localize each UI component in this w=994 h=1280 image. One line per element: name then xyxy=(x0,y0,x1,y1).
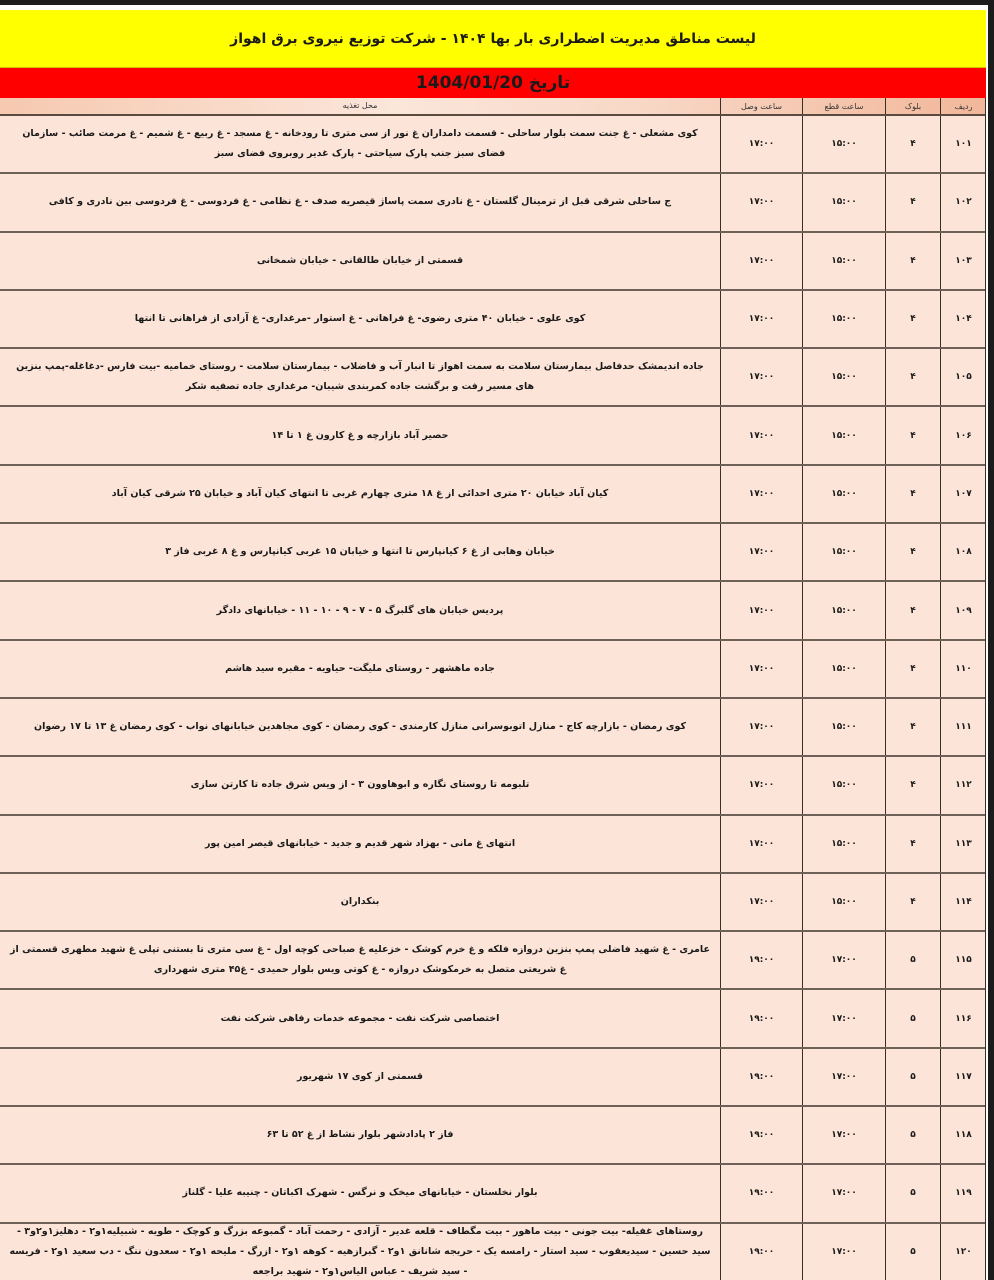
row-id: ۱۰۲ xyxy=(940,174,986,230)
row-block: ۴ xyxy=(885,699,940,755)
row-connect-time: ۱۹:۰۰ xyxy=(720,1049,802,1105)
table-row xyxy=(0,233,986,291)
row-location: جاده اندیمشک حدفاصل بیمارستان سلامت به سمت اهواز تا انبار آب و فاضلاب - بیمارستان سلامت - روستای خمامیه -بیت فارس -دغاغله-پمپ بنزین های مسیر رفت و برگشت جاده کمربندی شیبان- مرغداری جاده تصفیه شکر xyxy=(16,361,704,393)
row-connect-time: ۱۹:۰۰ xyxy=(720,1224,802,1280)
header-connect-time: ساعت وصل xyxy=(720,98,802,114)
row-block: ۵ xyxy=(885,990,940,1046)
row-id: ۱۱۳ xyxy=(940,816,986,872)
row-connect-time: ۱۹:۰۰ xyxy=(720,990,802,1046)
row-connect-time: ۱۷:۰۰ xyxy=(720,466,802,522)
row-id: ۱۱۷ xyxy=(940,1049,986,1105)
row-connect-time: ۱۷:۰۰ xyxy=(720,407,802,463)
header-location: محل تغذیه xyxy=(342,101,378,110)
row-location: انتهای غ مانی - بهزاد شهر قدیم و جدید - خیابانهای قیصر امین پور xyxy=(204,837,516,849)
row-cut-time: ۱۷:۰۰ xyxy=(802,1107,885,1163)
row-connect-time: ۱۷:۰۰ xyxy=(720,874,802,930)
table-row xyxy=(0,932,986,990)
row-location: عامری - غ شهید فاضلی پمپ بنزین دروازه فلکه و غ خرم کوشک - خزعلیه غ صباحی کوچه اول - غ سی متری تا بستنی تپلی غ شهید مطهری قسمتی از غ شریعتی متصل به خرمکوشک دروازه - غ کوتی ویس بلوار حمیدی - غ۴۵ متری شهرداری xyxy=(10,944,710,976)
row-id: ۱۱۴ xyxy=(940,874,986,930)
row-location: ج ساحلی شرقی قبل از ترمینال گلستان - غ نادری سمت پاساژ قیصریه صدف - غ نظامی - غ فردوسی - غ فردوسی بین نادری و کافی xyxy=(48,196,672,208)
table-row xyxy=(0,699,986,757)
row-location: تلبومه تا روستای نگاره و ابوهاوون ۳ - از ویس شرق جاده تا کارتن سازی xyxy=(190,779,530,791)
row-block: ۴ xyxy=(885,233,940,289)
row-cut-time: ۱۵:۰۰ xyxy=(802,349,885,405)
row-block: ۴ xyxy=(885,174,940,230)
row-location: اختصاصی شرکت نفت - مجموعه خدمات رفاهی شرکت نفت xyxy=(220,1012,500,1024)
row-id: ۱۰۳ xyxy=(940,233,986,289)
row-location: بلوار نخلستان - خیابانهای میخک و نرگس - شهرک اکباتان - چنیبه علیا - گلناز xyxy=(182,1187,538,1199)
row-location: جاده ماهشهر - روستای ملیگت- حیاویه - مقبره سید هاشم xyxy=(225,662,495,674)
row-connect-time: ۱۷:۰۰ xyxy=(720,349,802,405)
row-block: ۵ xyxy=(885,1049,940,1105)
row-cut-time: ۱۵:۰۰ xyxy=(802,874,885,930)
row-id: ۱۰۸ xyxy=(940,524,986,580)
row-block: ۴ xyxy=(885,816,940,872)
row-block: ۴ xyxy=(885,874,940,930)
row-block: ۴ xyxy=(885,757,940,813)
row-connect-time: ۱۷:۰۰ xyxy=(720,699,802,755)
row-block: ۵ xyxy=(885,1165,940,1221)
table-row xyxy=(0,524,986,582)
row-cut-time: ۱۵:۰۰ xyxy=(802,466,885,522)
table-row xyxy=(0,407,986,465)
row-block: ۴ xyxy=(885,524,940,580)
row-connect-time: ۱۷:۰۰ xyxy=(720,174,802,230)
table-row xyxy=(0,1049,986,1107)
table-row xyxy=(0,291,986,349)
row-connect-time: ۱۷:۰۰ xyxy=(720,757,802,813)
row-block: ۵ xyxy=(885,1224,940,1280)
table-row xyxy=(0,1165,986,1223)
row-location: کیان آباد خیابان ۲۰ متری احدائی از غ ۱۸ متری چهارم غربی تا انتهای کیان آباد و خیابان ۲۵ شرقی کیان آباد xyxy=(111,487,609,499)
row-location: پردیس خیابان های گلبرگ ۵ - ۷ - ۹ - ۱۰ - ۱۱ - خیابانهای دادگر xyxy=(216,604,504,616)
table-row xyxy=(0,174,986,232)
row-location: قسمتی از کوی ۱۷ شهریور xyxy=(296,1070,424,1082)
row-connect-time: ۱۷:۰۰ xyxy=(720,582,802,638)
row-cut-time: ۱۷:۰۰ xyxy=(802,932,885,988)
row-connect-time: ۱۷:۰۰ xyxy=(720,291,802,347)
row-id: ۱۰۴ xyxy=(940,291,986,347)
document-title: لیست مناطق مدیریت اضطراری بار بها ۱۴۰۴ - شرکت توزیع نیروی برق اهواز xyxy=(0,10,986,68)
row-block: ۴ xyxy=(885,466,940,522)
row-connect-time: ۱۹:۰۰ xyxy=(720,1107,802,1163)
table-row xyxy=(0,349,986,407)
row-block: ۴ xyxy=(885,116,940,172)
row-location: روستاهای غفیله- بیت جونی - بیت ماهور - بیت مگطاف - قلعه غدیر - آزادی - رحمت آباد - گمبوعه بزرگ و کوچک - طویه - شبیلیه۱و۲ - دهلیز۱و۲و۳ - سید حسین - سیدیعقوب - سید استار - رامسه یک - حریجه شانانق ۱و۲ - گبرازهیه - کوهه ۱و۲ - ازرگ - ملیحه ۱و۲ - سعدون ننگ - دب سعید ۱و۲ - فریسه - سید شریف - عباس الیاس۱و۲ - شهید براجعه xyxy=(9,1225,711,1277)
row-connect-time: ۱۷:۰۰ xyxy=(720,524,802,580)
row-id: ۱۰۷ xyxy=(940,466,986,522)
row-location: کوی رمضان - بازارچه کاج - منازل اتوبوسرانی منازل کارمندی - کوی رمضان - کوی مجاهدین خیابانهای نواب - کوی رمضان غ ۱۳ تا ۱۷ رضوان xyxy=(34,721,686,733)
row-block: ۴ xyxy=(885,641,940,697)
row-connect-time: ۱۹:۰۰ xyxy=(720,1165,802,1221)
row-block: ۴ xyxy=(885,291,940,347)
row-location: حصیر آباد بازارچه و غ کارون غ ۱ تا ۱۴ xyxy=(271,429,449,441)
row-id: ۱۱۰ xyxy=(940,641,986,697)
row-cut-time: ۱۷:۰۰ xyxy=(802,1049,885,1105)
row-cut-time: ۱۵:۰۰ xyxy=(802,582,885,638)
row-cut-time: ۱۵:۰۰ xyxy=(802,407,885,463)
row-connect-time: ۱۷:۰۰ xyxy=(720,233,802,289)
row-location: خیابان وهابی از غ ۶ کیانپارس تا انتها و خیابان ۱۵ غربی کیانپارس و غ ۸ غربی فاز ۳ xyxy=(165,546,555,558)
table-row xyxy=(0,466,986,524)
row-id: ۱۱۶ xyxy=(940,990,986,1046)
row-id: ۱۱۹ xyxy=(940,1165,986,1221)
row-id: ۱۲۰ xyxy=(940,1224,986,1280)
table-row xyxy=(0,116,986,174)
table-row xyxy=(0,990,986,1048)
table-row xyxy=(0,1224,986,1280)
header-block: بلوک xyxy=(885,98,940,114)
row-cut-time: ۱۷:۰۰ xyxy=(802,990,885,1046)
row-cut-time: ۱۷:۰۰ xyxy=(802,1224,885,1280)
document-sheet xyxy=(0,5,988,1280)
row-location: فاز ۲ پادادشهر بلوار نشاط از غ ۵۲ تا ۶۳ xyxy=(266,1129,454,1141)
row-block: ۴ xyxy=(885,582,940,638)
row-cut-time: ۱۵:۰۰ xyxy=(802,641,885,697)
row-id: ۱۱۸ xyxy=(940,1107,986,1163)
table-row xyxy=(0,1107,986,1165)
table-header-row xyxy=(0,98,986,116)
table-row xyxy=(0,816,986,874)
row-block: ۴ xyxy=(885,407,940,463)
row-block: ۵ xyxy=(885,932,940,988)
row-cut-time: ۱۵:۰۰ xyxy=(802,757,885,813)
row-connect-time: ۱۷:۰۰ xyxy=(720,641,802,697)
row-location: کوی علوی - خیابان ۴۰ متری رضوی- غ فراهانی - غ استوار -مرغداری- غ آزادی از فراهانی تا انتها xyxy=(134,313,586,325)
row-cut-time: ۱۵:۰۰ xyxy=(802,174,885,230)
row-cut-time: ۱۵:۰۰ xyxy=(802,816,885,872)
row-cut-time: ۱۵:۰۰ xyxy=(802,233,885,289)
table-row xyxy=(0,641,986,699)
outage-table xyxy=(0,98,986,1280)
row-id: ۱۰۹ xyxy=(940,582,986,638)
row-id: ۱۱۲ xyxy=(940,757,986,813)
row-connect-time: ۱۹:۰۰ xyxy=(720,932,802,988)
row-location: قسمتی از خیابان طالقانی - خیابان شمخانی xyxy=(256,254,464,266)
header-id: ردیف xyxy=(940,98,986,114)
row-id: ۱۰۶ xyxy=(940,407,986,463)
table-row xyxy=(0,757,986,815)
row-id: ۱۱۵ xyxy=(940,932,986,988)
row-location: کوی مشعلی - غ جنت سمت بلوار ساحلی - قسمت دامداران غ نور از سی متری تا رودخانه - غ مسجد - غ ربیع - غ شمیم - غ مرمت صائب - سازمان فضای سبز جنب پارک سیاحتی - پارک غدیر روبروی فضای سبز xyxy=(22,128,698,160)
row-block: ۵ xyxy=(885,1107,940,1163)
date-banner: تاریخ 1404/01/20 xyxy=(0,68,986,98)
header-cut-time: ساعت قطع xyxy=(802,98,885,114)
table-row xyxy=(0,582,986,640)
row-cut-time: ۱۷:۰۰ xyxy=(802,1165,885,1221)
row-block: ۴ xyxy=(885,349,940,405)
row-id: ۱۰۱ xyxy=(940,116,986,172)
row-id: ۱۰۵ xyxy=(940,349,986,405)
row-cut-time: ۱۵:۰۰ xyxy=(802,116,885,172)
row-cut-time: ۱۵:۰۰ xyxy=(802,524,885,580)
row-id: ۱۱۱ xyxy=(940,699,986,755)
row-cut-time: ۱۵:۰۰ xyxy=(802,291,885,347)
table-row xyxy=(0,874,986,932)
row-connect-time: ۱۷:۰۰ xyxy=(720,116,802,172)
row-cut-time: ۱۵:۰۰ xyxy=(802,699,885,755)
row-location: بنکداران xyxy=(340,896,380,907)
row-connect-time: ۱۷:۰۰ xyxy=(720,816,802,872)
